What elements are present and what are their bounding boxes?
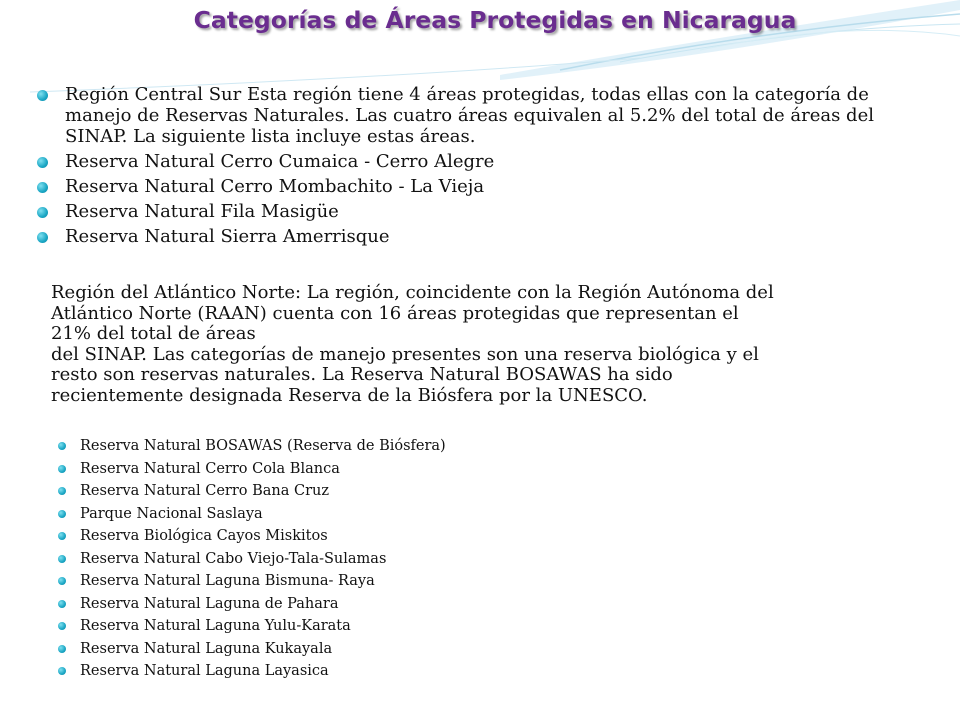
central-sur-list	[65, 84, 925, 251]
paragraph-line: resto son reservas naturales. La Reserva Natural BOSAWAS ha sido	[51, 364, 673, 385]
list-item: Reserva Natural Cerro Cola Blanca	[80, 458, 780, 481]
list-item: Reserva Natural Laguna Kukayala	[80, 638, 780, 661]
atlantico-norte-list	[80, 435, 780, 683]
list-item: Reserva Natural Laguna de Pahara	[80, 593, 780, 616]
list-item: Reserva Natural Cerro Cumaica - Cerro Alegre	[65, 151, 925, 172]
paragraph-line: recientemente designada Reserva de la Biósfera por la UNESCO.	[51, 384, 648, 406]
list-item: Reserva Natural BOSAWAS (Reserva de Biósfera)	[80, 435, 780, 458]
paragraph-line: 21% del total de áreas	[51, 323, 256, 344]
list-item: Parque Nacional Saslaya	[80, 503, 780, 526]
list-item: Reserva Biológica Cayos Miskitos	[80, 525, 780, 548]
paragraph-line: Región del Atlántico Norte: La región, coincidente con la Región Autónoma del	[51, 282, 774, 303]
list-item: Reserva Natural Laguna Bismuna- Raya	[80, 570, 780, 593]
list-item: Región Central Sur Esta región tiene 4 áreas protegidas, todas ellas con la categoría de manejo de Reservas Naturales. Las cuatro áreas equivalen al 5.2% del total de áreas del SINAP. La siguiente lista incluye estas áreas.	[65, 84, 925, 147]
slide-title: Categorías de Áreas Protegidas en Nicaragua	[193, 6, 797, 34]
list-item: Reserva Natural Fila Masigüe	[65, 201, 925, 222]
list-item: Reserva Natural Cerro Mombachito - La Vieja	[65, 176, 925, 197]
list-item: Reserva Natural Laguna Layasica	[80, 660, 780, 683]
list-item: Reserva Natural Laguna Yulu-Karata	[80, 615, 780, 638]
atlantico-norte-paragraph	[51, 283, 911, 406]
list-item: Reserva Natural Cabo Viejo-Tala-Sulamas	[80, 548, 780, 571]
paragraph-line: del SINAP. Las categorías de manejo presentes son una reserva biológica y el	[51, 343, 759, 365]
list-item: Reserva Natural Cerro Bana Cruz	[80, 480, 780, 503]
paragraph-line: Atlántico Norte (RAAN) cuenta con 16 áreas protegidas que representan el	[51, 302, 739, 324]
list-item: Reserva Natural Sierra Amerrisque	[65, 226, 925, 247]
